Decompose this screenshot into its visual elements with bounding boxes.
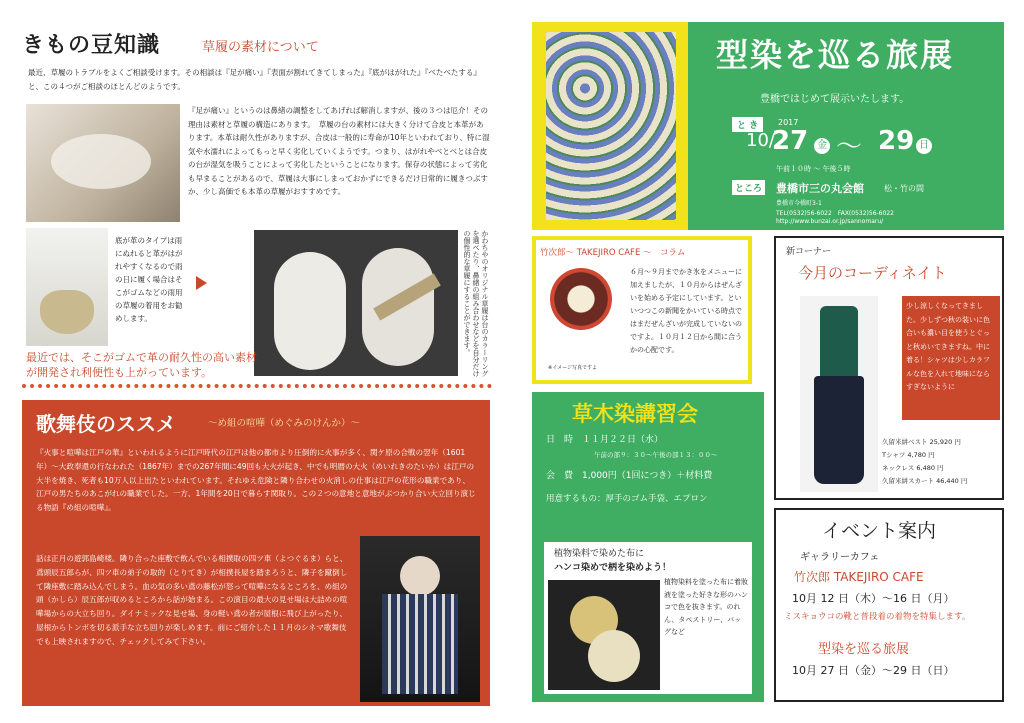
events-exhibit-name: 型染を巡る旅展 — [818, 642, 910, 657]
cafe-title: 竹次郎～ TAKEJIRO CAFE ～ コラム — [540, 248, 686, 258]
kabuki-para1: 『火事と喧嘩は江戸の華』といわれるように江戸時代の江戸は他の都市より圧倒的に火事が多く、関ケ原の合戦の翌年（1601年）～大政奉還の行なわれた（1867年）までの267年間に49回も大火が起き、中でも明暦の大火（めいれきのたいか）は江戸の大半を焼き、死者も10万人以上出たといわれています。それゆえ危険と隣り合わせの火消しの仕事は江戸の花形の職業であり、江戸の男たちのあこがれの職業でした。一方、1年間を20日で暮らす関取り。この２つの意地と意地がぶつかり合い大立回り演じる物語『め組の喧嘩』。 — [36, 448, 476, 513]
exhibit-title: 型染を巡る旅展 — [716, 36, 955, 74]
exhibit-url[interactable]: http://www.bunzai.or.jp/sannomaru/ — [776, 218, 884, 225]
events-box — [774, 508, 1004, 702]
date-to-dow: 日 — [916, 138, 932, 154]
coord-box — [774, 236, 1004, 500]
workshop-sub-title-1: 植物染料で染めた布に — [554, 549, 645, 559]
events-cafe-desc: ミスキョウコの靴と普段着の着物を特集します。 — [784, 612, 971, 622]
coord-item: 久留米絣ベスト 25,920 円 — [882, 438, 961, 446]
kimono-subtitle: 草履の素材について — [202, 40, 319, 55]
events-title: イベント案内 — [822, 520, 937, 542]
cafe-body: ６月～９月までかき氷をメニューに加えましたが、１０月からはぜんざいを始める予定にしています。といいつつこの新聞をかいている時点ではまだぜんざいが完成していないのですよ。１０月１２日から間に合うかの心配です。 — [630, 268, 742, 354]
kabuki-para2: 話は正月の遊郭島崎楼。隣り合った座敷で飲んでいる相撲取の四ツ車（よつぐるま）らと、鳶頭辰五郎らが、四ツ車の弟子の取的（とりてき）が相撲長屋を踏まろうと、隣子を蹴倒して隣座敷に踏み込んでしまう。血の気の多い鳶の藤松が怒って喧嘩になるところを、め組の頭（かしら）辰五郎が収めるところから話が始まる。この演目の最大の見せ場は大詰めの喧嘩場からの大立ち回り。ダイナミックな見せ場、身の軽い鳶の者が屋根に飛び上がったり、屋根からトンボを切る派手な立ち回りが楽しめます。前にご紹介した１１月のシネマ歌舞伎でも上映されますので、チェックしてみて下さい。 — [36, 554, 348, 646]
exhibit-year: 2017 — [778, 118, 799, 127]
workshop-desc: 植物染料を塗った布に着妝液を塗った好きな形のハンコで色を抜きます。のれん、タペストリー、バッグなど — [664, 578, 748, 636]
kimono-intro: 最近、草履のトラブルをよくご相談受けます。その相談は『足が痛い』『表面が割れてきてしまった』『底がはがれた』『べたべたする』と、この４つがご相談のほとんどのようです。 — [28, 68, 481, 91]
workshop-bring: 用意するもの：厚手のゴム手袋、エプロン — [546, 494, 708, 504]
workshop-title: 草木染講習会 — [572, 402, 698, 426]
coord-photo — [800, 296, 878, 492]
zori-photo-top — [26, 104, 180, 222]
exhibit-subtitle: 豊橋ではじめて展示いたします。 — [760, 94, 910, 105]
kimono-vertical-caption: かわちやのオリジナル草履は台のカラーリングを選べたり、鼻緒の組み合わせなどを自分だけの個性的な草履にすることができます。 — [463, 230, 489, 377]
events-exhibit-dates: 10月 27 日（金）～29 日（日） — [792, 664, 955, 677]
workshop-panel — [532, 392, 764, 702]
coord-note: 少し涼しくなってきました。少しずつ秋の装いに色合いも濃い目を使うとぐっと秋めいてきますね。中に着る！シャツは少しカラフルな色を入れて地味にならすぎないように — [902, 296, 1000, 420]
cafe-photo — [550, 268, 612, 330]
exhibit-place: 豊橋市三の丸会館 — [776, 182, 864, 195]
workshop-sub-title-2: ハンコ染めで柄を染めよう！ — [554, 563, 672, 573]
workshop-sub-box — [544, 542, 752, 694]
cafe-column — [532, 236, 752, 384]
kimono-para: 『足が痛い』というのは鼻緒の調整をしてあげれば解消しますが、後の３つは厄介！その理由は素材と草履の構造にあります。 草履の台の素材には大きく分けて合皮と本革があります。本革は耐久性がありますが、合皮は一般的に寿命が10年といわれており、特に湿気や水濡れによってもっと早く劣化していくようです。つまり、はがれやべとべとは合皮の台が湿気を吸うことによって劣化したということになります。保存の状態によって劣化も早まることがあるので、草履は大事にしまっておかずにできるだけ日常的に履きつぶすか、少し高価でも本革の草履がおすすめです。 — [188, 106, 490, 196]
exhibit-banner — [532, 22, 1004, 230]
coord-item: ネックレス 6,480 円 — [882, 464, 944, 472]
exhibit-info — [688, 22, 1004, 230]
kabuki-subtitle: ～め組の喧嘩（めぐみのけんか）～ — [208, 418, 361, 429]
date-to-day: 29 — [878, 126, 915, 156]
date-tilde: ～ — [836, 132, 863, 162]
date-from-month: 10/ — [746, 130, 775, 151]
exhibit-place-room: 松・竹の間 — [884, 184, 924, 193]
arrow-right-icon — [196, 276, 207, 290]
kimono-title: きもの豆知識 — [22, 33, 161, 58]
date-from-dow: 金 — [814, 138, 830, 154]
kabuki-photo — [360, 536, 480, 702]
sole-photo — [26, 228, 108, 346]
place-label: ところ — [732, 180, 765, 195]
workshop-photo — [548, 580, 660, 690]
events-cafe-dates: 10月 12 日（木）～16 日（月） — [792, 592, 955, 605]
coord-items — [882, 436, 967, 488]
kabuki-title: 歌舞伎のススメ — [36, 412, 176, 436]
coord-item: 久留米絣スカート 46,440 円 — [882, 477, 968, 485]
exhibit-hours: 午前１０時 ～ 午後５時 — [776, 165, 851, 173]
cafe-img-caption: ※イメージ写真ですよ — [548, 365, 598, 371]
toki-label: と き — [732, 117, 763, 132]
zori-pair-photo — [254, 230, 458, 376]
exhibit-fabric-photo — [546, 32, 676, 220]
coord-new-label: 新コーナー — [786, 247, 832, 257]
exhibit-address: 豊橋市今橋町3-1 — [776, 200, 822, 207]
workshop-time: 午前の部９：３０～午後の部１３：００～ — [594, 451, 718, 459]
kimono-highlight: 最近では、そこがゴムで革の耐久性の高い素材が開発され利便性も上がっています。 — [26, 351, 257, 379]
events-cafe-name: 竹次郎 TAKEJIRO CAFE — [794, 570, 924, 584]
kabuki-panel — [22, 400, 490, 706]
sole-text: 底が革のタイプは雨にぬれると革がはがれやすくなるので雨の日に履く場合はそこがゴムなどの雨用の草履の着用をお勧めします。 — [115, 236, 183, 323]
exhibit-tel: TEL(0532)56-6022 FAX(0532)56-6022 — [776, 210, 894, 217]
coord-item: Tシャツ 4,780 円 — [882, 451, 935, 459]
workshop-date: 日 時 １１月２２日（水） — [546, 435, 664, 445]
workshop-fee: 会 費 1,000円（1回につき）＋材料費 — [546, 471, 713, 481]
section-divider — [22, 384, 492, 388]
coord-title: 今月のコーディネイト — [798, 264, 947, 282]
events-venue: ギャラリーカフェ — [800, 552, 880, 563]
date-from-day: 27 — [772, 126, 809, 156]
